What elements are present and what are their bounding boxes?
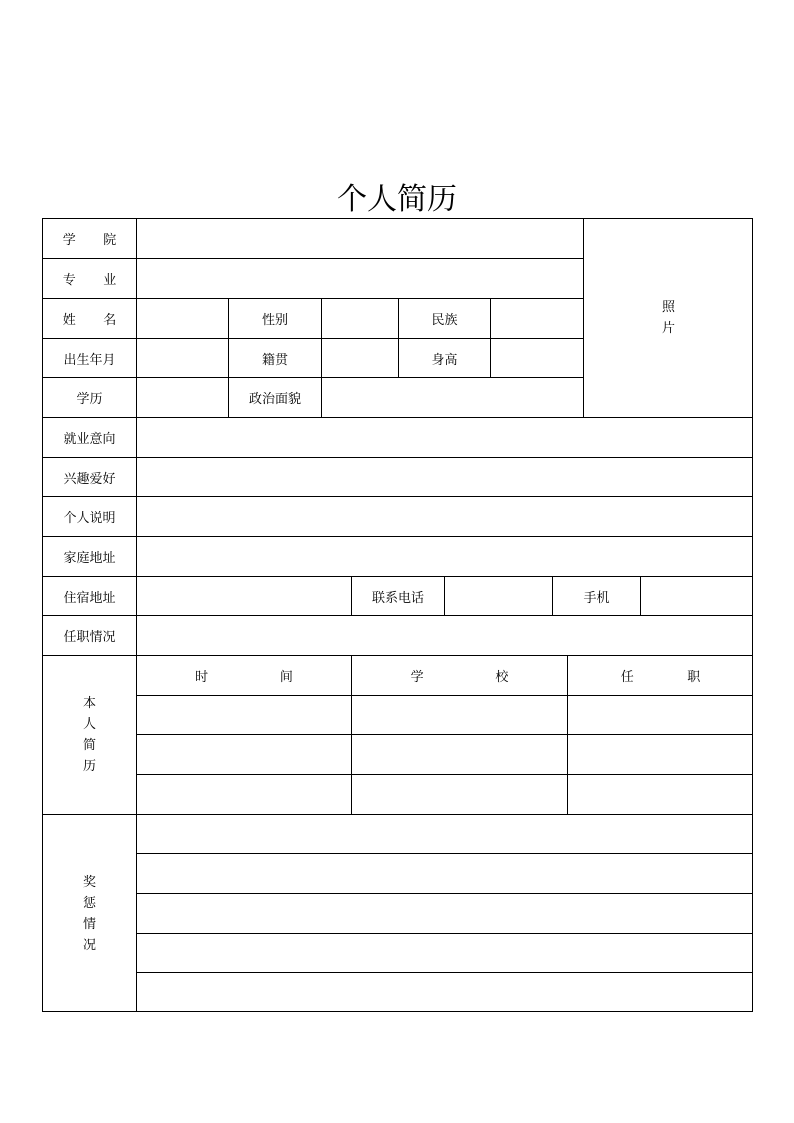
resume-section-char: 历 [82, 759, 96, 774]
resume-school-cell[interactable] [351, 774, 567, 814]
major-field[interactable] [136, 258, 583, 298]
education-field[interactable] [136, 377, 228, 417]
ethnicity-label: 民族 [398, 298, 490, 338]
phone-field[interactable] [444, 576, 552, 615]
positions-label: 任职情况 [42, 615, 136, 655]
name-field[interactable] [136, 298, 228, 338]
photo-box[interactable] [583, 218, 753, 417]
native-place-label: 籍贯 [228, 338, 321, 377]
major-label: 专 业 [42, 258, 136, 298]
page-title: 个人简历 [337, 182, 457, 217]
dorm-address-label: 住宿地址 [42, 576, 136, 615]
birth-date-field[interactable] [136, 338, 228, 377]
gender-label: 性别 [228, 298, 321, 338]
gender-field[interactable] [321, 298, 398, 338]
name-label: 姓 名 [42, 298, 136, 338]
table-right-border [752, 218, 753, 1012]
resume-section-char: 简 [82, 738, 96, 753]
resume-role-cell[interactable] [567, 734, 753, 774]
awards-section-char: 奖 [82, 874, 96, 890]
education-label: 学历 [42, 377, 136, 417]
resume-time-cell[interactable] [136, 734, 351, 774]
resume-role-header: 任 职 [567, 655, 753, 695]
personal-statement-label: 个人说明 [42, 496, 136, 536]
resume-time-cell[interactable] [136, 695, 351, 734]
dorm-address-field[interactable] [136, 576, 351, 615]
mobile-field[interactable] [640, 576, 753, 615]
personal-statement-field[interactable] [136, 496, 753, 536]
awards-row[interactable] [136, 933, 753, 972]
phone-label: 联系电话 [351, 576, 444, 615]
awards-row[interactable] [136, 893, 753, 933]
home-address-label: 家庭地址 [42, 536, 136, 576]
mobile-label: 手机 [552, 576, 640, 615]
positions-field[interactable] [136, 615, 753, 655]
resume-time-header: 时 间 [136, 655, 351, 695]
resume-section-char: 人 [82, 717, 96, 732]
hobbies-label: 兴趣爱好 [42, 457, 136, 496]
resume-school-header: 学 校 [351, 655, 567, 695]
awards-row[interactable] [136, 972, 753, 1012]
photo-label-2: 片 [661, 321, 675, 336]
hobbies-field[interactable] [136, 457, 753, 496]
political-status-label: 政治面貌 [228, 377, 321, 417]
resume-time-cell[interactable] [136, 774, 351, 814]
photo-label-1: 照 [661, 300, 675, 315]
resume-role-cell[interactable] [567, 774, 753, 814]
awards-section-label [42, 814, 136, 1012]
resume-role-cell[interactable] [567, 695, 753, 734]
awards-row[interactable] [136, 853, 753, 893]
height-field[interactable] [490, 338, 583, 377]
resume-school-cell[interactable] [351, 695, 567, 734]
job-intention-field[interactable] [136, 417, 753, 457]
college-label: 学 院 [42, 218, 136, 258]
height-label: 身高 [398, 338, 490, 377]
native-place-field[interactable] [321, 338, 398, 377]
resume-section-label [42, 655, 136, 814]
awards-row[interactable] [136, 814, 753, 853]
birth-date-label: 出生年月 [42, 338, 136, 377]
awards-section-char: 惩 [82, 895, 96, 911]
ethnicity-field[interactable] [490, 298, 583, 338]
resume-school-cell[interactable] [351, 734, 567, 774]
awards-section-char: 情 [82, 916, 96, 932]
resume-section-char: 本 [82, 696, 96, 711]
political-status-field[interactable] [321, 377, 583, 417]
job-intention-label: 就业意向 [42, 417, 136, 457]
college-field[interactable] [136, 218, 583, 258]
table-bottom-border [42, 1011, 753, 1012]
home-address-field[interactable] [136, 536, 753, 576]
awards-section-char: 况 [82, 937, 96, 953]
